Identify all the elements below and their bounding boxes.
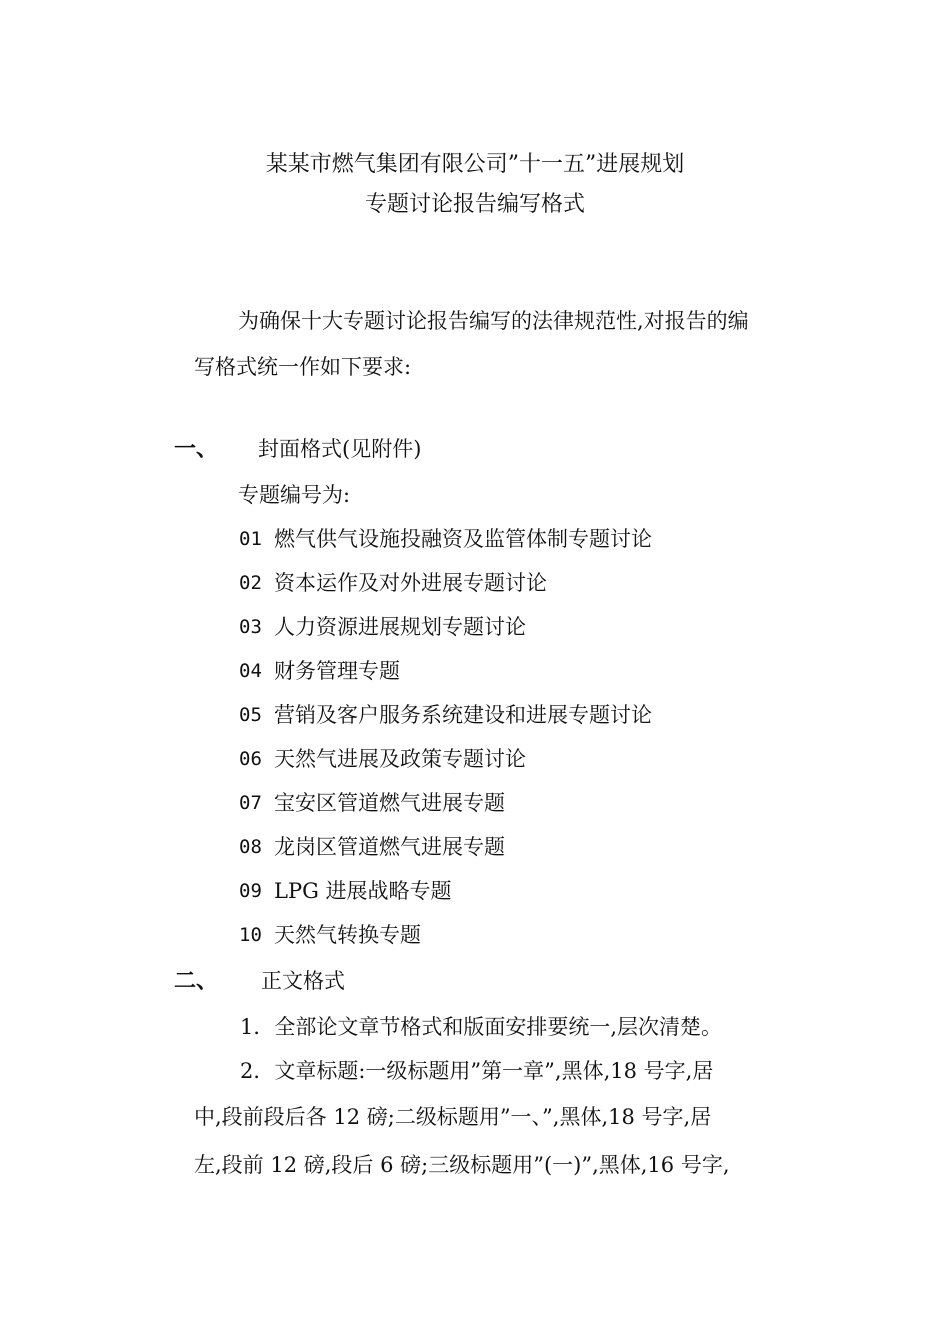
body-paragraph-2-line-2: 中,段前段后各 12 磅;二级标题用”一、”,黑体,18 号字,居	[194, 1105, 712, 1129]
intro-line-2: 写格式统一作如下要求:	[194, 355, 412, 379]
document-title-line-1: 某某市燃气集团有限公司”十一五”进展规划	[265, 152, 685, 177]
topic-text: 人力资源进展规划专题讨论	[274, 615, 526, 639]
topic-text: 宝安区管道燃气进展专题	[274, 791, 505, 815]
topic-text: 资本运作及对外进展专题讨论	[274, 571, 547, 595]
body-paragraph-2-line-3: 左,段前 12 磅,段后 6 磅;三级标题用”(一)”,黑体,16 号字,	[194, 1153, 730, 1177]
topic-text: 天然气转换专题	[274, 923, 421, 947]
topic-number: 10	[239, 924, 262, 946]
section-2-heading: 正文格式	[261, 969, 345, 993]
topic-number: 06	[239, 748, 262, 770]
topic-text: 燃气供气设施投融资及监管体制专题讨论	[274, 527, 652, 551]
topic-text: 天然气进展及政策专题讨论	[274, 747, 526, 771]
topic-text: 财务管理专题	[274, 659, 400, 683]
section-1-number: 一、	[174, 436, 219, 462]
intro-line-1: 为确保十大专题讨论报告编写的法律规范性,对报告的编	[238, 309, 749, 333]
topic-number: 04	[239, 660, 262, 682]
body-paragraph-2-line-1: 2．文章标题:一级标题用”第一章”,黑体,18 号字,居	[240, 1059, 714, 1083]
body-paragraph-1: 1．全部论文章节格式和版面安排要统一,层次清楚。	[240, 1015, 723, 1039]
topic-number: 01	[239, 528, 262, 550]
section-1-heading: 封面格式(见附件)	[258, 437, 422, 461]
topic-text: 龙岗区管道燃气进展专题	[274, 835, 505, 859]
section-1-subtitle: 专题编号为:	[238, 483, 351, 507]
topic-text: 营销及客户服务系统建设和进展专题讨论	[274, 703, 652, 727]
topic-number: 09	[239, 880, 262, 902]
topic-number: 05	[239, 704, 262, 726]
document-title-line-2: 专题讨论报告编写格式	[364, 192, 585, 217]
topic-number: 03	[239, 616, 262, 638]
topic-number: 07	[239, 792, 262, 814]
topic-number: 02	[239, 572, 262, 594]
section-2-number: 二、	[174, 968, 219, 994]
topic-number: 08	[239, 836, 262, 858]
topic-text: LPG 进展战略专题	[274, 879, 452, 903]
